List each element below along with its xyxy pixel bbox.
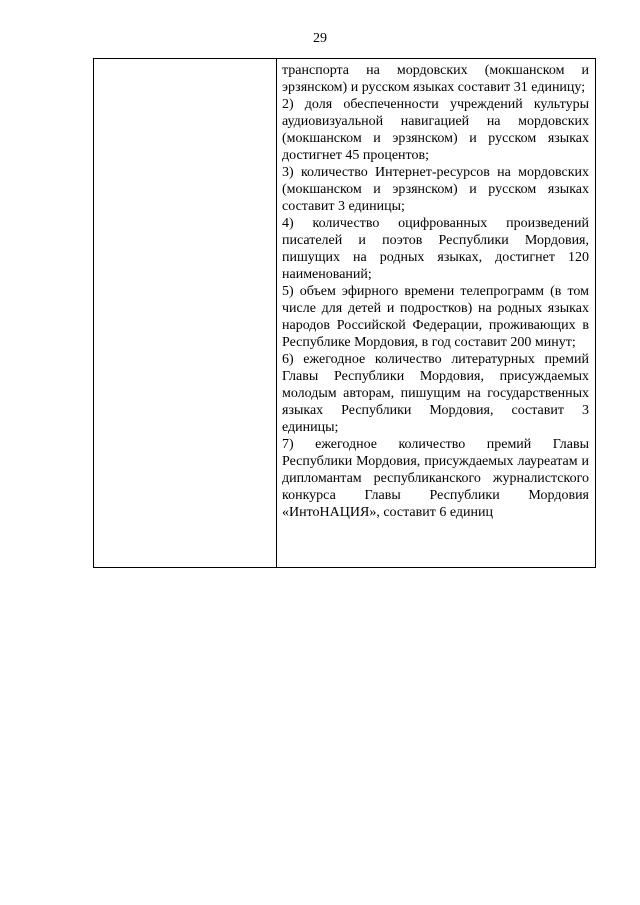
indicator-paragraph-7: 7) ежегодное количество премий Главы Республики Мордовия, присуждаемых лауреатам и дипломантам республиканского журналистского конкурса Главы Республики Мордовия «ИнтоНАЦИЯ», составит 6 единиц [282,437,589,520]
indicator-paragraph-2: 2) доля обеспеченности учреждений культуры аудиовизуальной навигацией на мордовских (мокшанском и эрзянском) и русском языках достигнет 45 процентов; [282,97,589,163]
page-number: 29 [313,31,327,46]
indicators-text [277,59,595,523]
indicators-table [93,58,596,568]
table-row [94,59,596,568]
table-cell-empty [94,59,277,568]
indicator-paragraph-3: 3) количество Интернет-ресурсов на мордовских (мокшанском и эрзянском) и русском языках составит 3 единицы; [282,165,589,214]
indicator-paragraph-1: транспорта на мордовских (мокшанском и эрзянском) и русском языках составит 31 единицу; [282,63,589,95]
indicator-paragraph-6: 6) ежегодное количество литературных премий Главы Республики Мордовия, присуждаемых молодым авторам, пишущим на государственных языках Республики Мордовия, составит 3 единицы; [282,352,589,435]
indicator-paragraph-5: 5) объем эфирного времени телепрограмм (в том числе для детей и подростков) на родных языках народов Российской Федерации, проживающих в Республике Мордовия, в год составит 200 минут; [282,284,589,350]
indicator-paragraph-4: 4) количество оцифрованных произведений писателей и поэтов Республики Мордовия, пишущих на родных языках, достигнет 120 наименований; [282,216,589,282]
table-cell-indicators [277,59,596,568]
